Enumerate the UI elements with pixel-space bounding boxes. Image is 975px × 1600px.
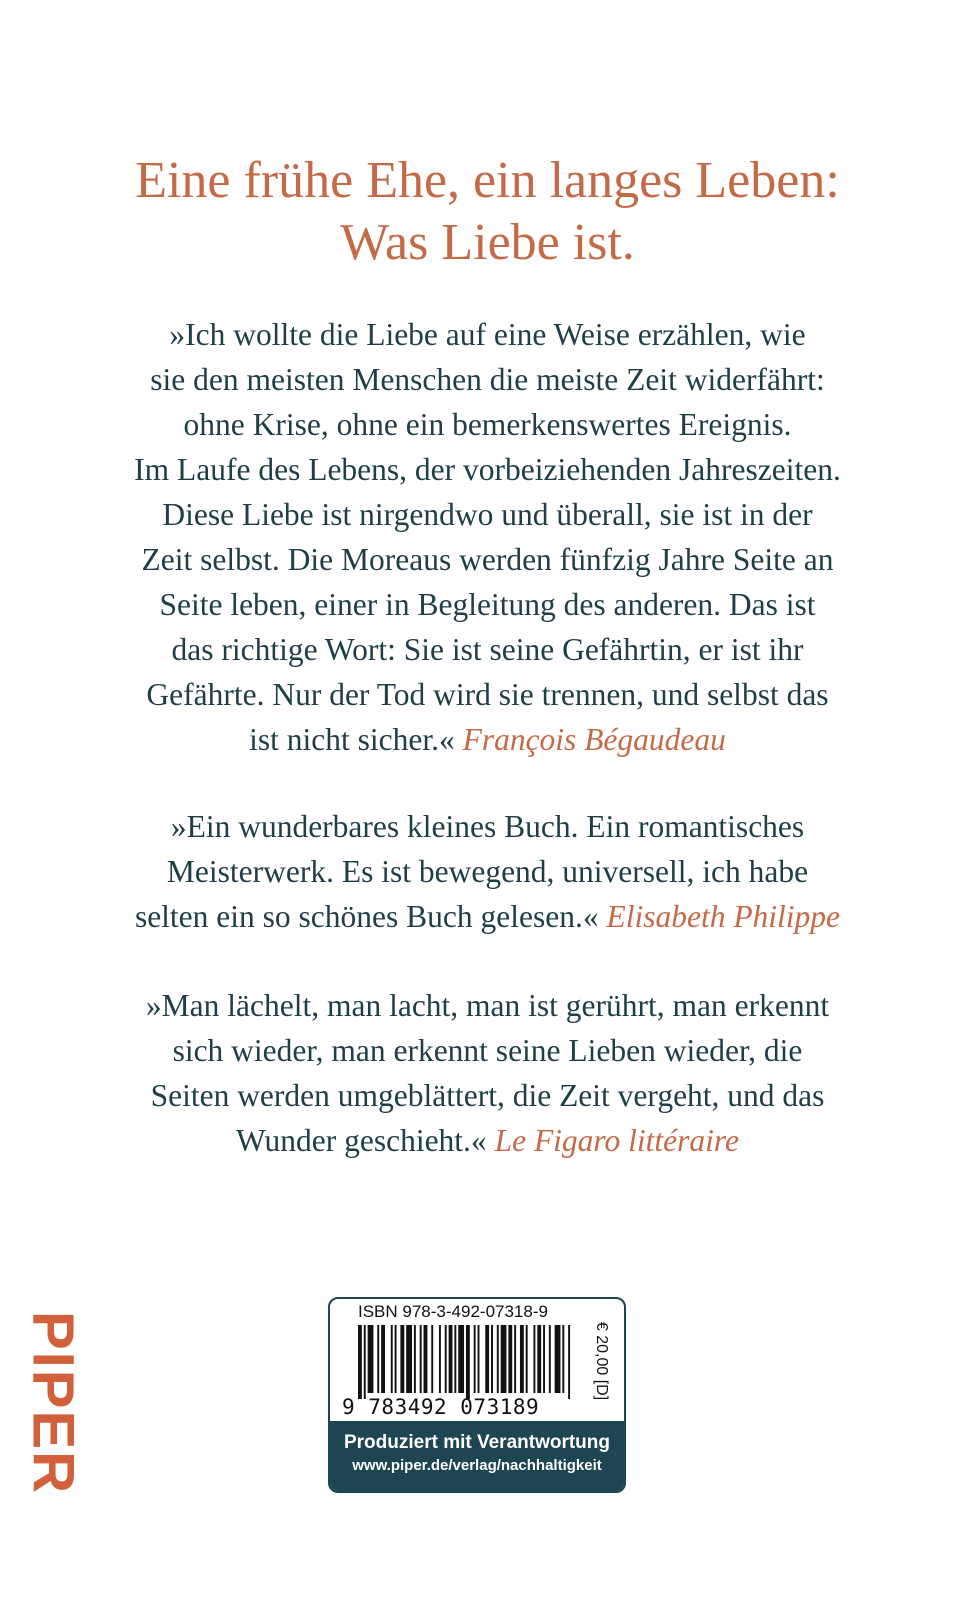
barcode-bar xyxy=(474,1325,476,1393)
barcode-bar xyxy=(533,1325,535,1393)
barcode-bar xyxy=(395,1325,397,1393)
barcode-bar xyxy=(381,1325,385,1393)
quote-figaro xyxy=(90,983,885,1163)
barcode-bar xyxy=(458,1325,464,1393)
quote-attribution: François Bégaudeau xyxy=(462,722,726,757)
quote-begaudeau xyxy=(90,312,885,762)
quote-text: Wunder geschieht.« xyxy=(236,1123,487,1158)
quote-attribution: Elisabeth Philippe xyxy=(606,899,841,934)
quote-line: das richtige Wort: Sie ist seine Gefährtin, er ist ihr xyxy=(171,632,804,667)
barcode-digits: 9 783492 073189 xyxy=(342,1395,540,1419)
headline-line-1: Eine frühe Ehe, ein langes Leben: xyxy=(135,152,840,209)
barcode-bar xyxy=(424,1325,428,1393)
barcode-bar xyxy=(420,1325,422,1393)
isbn-barcode-label xyxy=(328,1297,626,1493)
quote-line: ohne Krise, ohne ein bemerkenswertes Ereignis. xyxy=(183,407,792,442)
quote-line: Im Laufe des Lebens, der vorbeiziehenden Jahreszeiten. xyxy=(134,452,841,487)
barcode-bar xyxy=(501,1325,507,1393)
barcode-bar xyxy=(400,1325,404,1393)
barcode-bar xyxy=(526,1325,528,1393)
quote-line: Meisterwerk. Es ist bewegend, universell, ich habe xyxy=(166,854,809,889)
barcode-bar xyxy=(449,1325,453,1393)
quote-text: selten ein so schönes Buch gelesen.« xyxy=(134,899,599,934)
headline-line-2: Was Liebe ist. xyxy=(340,214,635,271)
quote-text: ist nicht sicher.« xyxy=(249,722,455,757)
headline xyxy=(0,150,975,274)
isbn-text: ISBN 978-3-492-07318-9 xyxy=(358,1302,548,1321)
barcode-bar xyxy=(391,1325,393,1393)
barcode-bar xyxy=(508,1325,512,1393)
barcode-bar xyxy=(555,1325,561,1393)
price-label: € 20,00 [D] xyxy=(593,1321,610,1401)
barcode-bar xyxy=(537,1325,541,1393)
barcode-bar xyxy=(478,1325,480,1393)
barcode-bar xyxy=(414,1325,416,1393)
barcode-bar xyxy=(466,1325,470,1399)
barcode-bar xyxy=(454,1325,456,1393)
quote-line: »Ich wollte die Liebe auf eine Weise erzählen, wie xyxy=(169,317,806,352)
barcode-bar xyxy=(543,1325,545,1393)
quote-philippe xyxy=(90,804,885,939)
quote-line: »Ein wunderbares kleines Buch. Ein romantisches xyxy=(170,809,805,844)
barcode-bar xyxy=(439,1325,441,1393)
barcode-bar xyxy=(549,1325,551,1393)
quote-line: Seiten werden umgeblättert, die Zeit vergeht, und das xyxy=(150,1078,825,1113)
quote-last-line xyxy=(90,1118,885,1163)
barcode-bar xyxy=(568,1325,570,1399)
barcode-bar xyxy=(406,1325,412,1393)
quote-line: Gefährte. Nur der Tod wird sie trennen, und selbst das xyxy=(146,677,829,712)
barcode-bar xyxy=(485,1325,489,1393)
quote-line: sie den meisten Menschen die meiste Zeit widerfährt: xyxy=(150,362,825,397)
barcode-bar xyxy=(445,1325,447,1393)
sustainability-title: Produziert mit Verantwortung xyxy=(343,1432,611,1453)
barcode-bars xyxy=(358,1325,572,1399)
quote-last-line xyxy=(90,717,885,762)
quote-line: sich wieder, man erkennt seine Lieben wieder, die xyxy=(172,1033,803,1068)
barcode-bar xyxy=(377,1325,379,1393)
publisher-logo-text: PIPER xyxy=(20,1310,86,1496)
barcode-bar xyxy=(514,1325,516,1393)
quote-attribution: Le Figaro littéraire xyxy=(494,1123,739,1158)
barcode-bar xyxy=(520,1325,524,1393)
publisher-logo xyxy=(20,1310,86,1496)
quote-last-line xyxy=(90,894,885,939)
barcode-bar xyxy=(368,1325,374,1393)
sustainability-band xyxy=(330,1421,624,1491)
quote-line: Zeit selbst. Die Moreaus werden fünfzig Jahre Seite an xyxy=(141,542,834,577)
sustainability-url: www.piper.de/verlag/nachhaltigkeit xyxy=(352,1457,602,1474)
barcode-bar xyxy=(562,1325,564,1393)
quote-line: Diese Liebe ist nirgendwo und überall, sie ist in der xyxy=(162,497,813,532)
barcode-bar xyxy=(431,1325,433,1393)
barcode-bar xyxy=(491,1325,493,1393)
barcode-bar xyxy=(364,1325,366,1399)
barcode-bar xyxy=(497,1325,499,1393)
quote-line: Seite leben, einer in Begleitung des anderen. Das ist xyxy=(159,587,816,622)
quote-line: »Man lächelt, man lacht, man ist gerührt, man erkennt xyxy=(145,988,830,1023)
barcode-bar xyxy=(358,1325,362,1399)
